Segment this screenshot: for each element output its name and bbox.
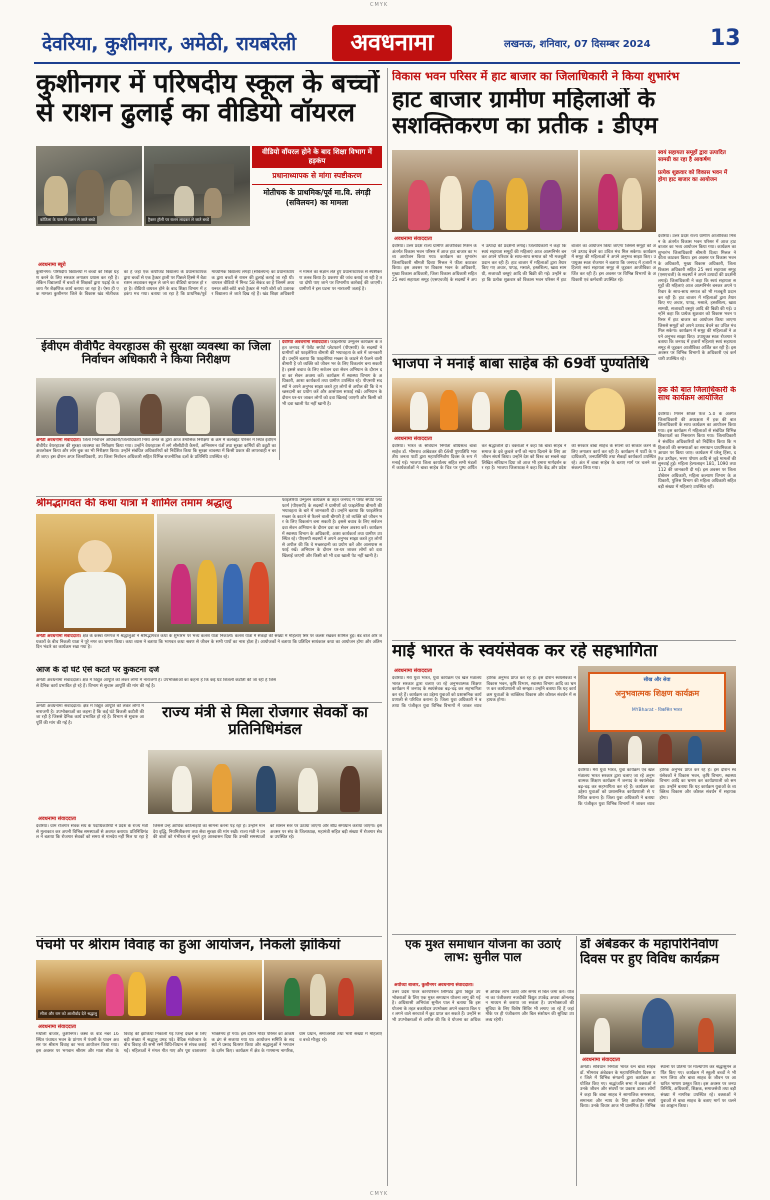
s6-body: देवरिया। ग्राम रोजगार सेवक संघ के पदाधिकारियों ने प्रदेश के राज्य मंत्री से मुलाकात कर अपनी विभिन्न समस्याओं से अवगत कराया। प्रतिनिधिमंडल ने बताया कि रोजगार सेवकों को समय से मानदेय नहीं मिल पा रहा है जिससे उन्हें आर्थिक कठिनाइयों का सामना करना पड़ रहा है। उन्होंने मानदेय वृद्धि, नियमितीकरण तथा सेवा सुरक्षा की मांग रखी। राज्य मंत्री ने उनकी बातों को गंभीरता से सुनते हुए आश्वासन दिया कि उनकी समस्याओं को शासन स्तर पर उठाया जाएगा और शीघ्र समाधान कराया जाएगा। इस अवसर पर संघ के जिलाध्यक्ष, महामंत्री सहित बड़ी संख्या में रोजगार सेवक उपस्थित रहे। <box>36 824 382 841</box>
s11-banner-bottom: MYBharat - विकसित भारत <box>631 708 683 713</box>
s11-byline: अवधनामा संवाददाता <box>394 668 432 674</box>
s11-body: देवरिया। मेरा युवा भारत, युवा कार्यक्रम एवं खेल मंत्रालय भारत सरकार द्वारा चलाए जा रहे अनुभवात्मक शिक्षण कार्यक्रम में जनपद के स्वयंसेवक बढ़-चढ़ कर सहभागिता कर रहे हैं। कार्यक्रम का उद्देश्य युवाओं को प्रशासनिक कार्यप्रणाली से परिचित कराना है। जिला युवा अधिकारी ने बताया कि पंजीकृत युवा विभिन्न विभागों में जाकर व्यावहारिक अनुभव प्राप्त कर रहे हैं। इस दौरान स्वयंसेवकों ने विकास भवन, कृषि विभाग, स्वास्थ्य विभाग आदि का भ्रमण कर कार्यप्रणाली को समझा। उन्होंने बताया कि यह कार्यक्रम युवाओं के व्यक्तित्व विकास और कौशल संवर्धन में सहायक होगा। <box>392 676 576 709</box>
s10-headline: भाजपा ने मनाई बाबा साहेब की 69वीं पुण्यतिथि <box>392 356 649 372</box>
s8-bullet-1: स्वयं सहायता समूहों द्वारा उत्पादित सामग्री का रहा है आकर्षण <box>658 150 726 163</box>
s11-body-2 <box>578 768 736 932</box>
s3-body <box>36 634 382 664</box>
s3-body-extra <box>36 704 144 764</box>
s12-headline: डॉ अंबेडकर के महापरिनिर्वाण दिवस पर हुए विविध कार्यक्रम <box>580 938 720 967</box>
s11-banner-title: अनुभवात्मक शिक्षण कार्यक्रम <box>614 689 700 698</box>
s4-byline: अवधनामा संवाददाता <box>38 1024 76 1030</box>
s8-photo-2 <box>580 150 656 232</box>
s8-byline: अवधनामा संवाददाता <box>394 236 432 242</box>
s1-headline: कुशीनगर में परिषदीय स्कूल के बच्चों से राशन ढुलाई का वीडियो वॉयरल <box>36 70 380 129</box>
section-title: देवरिया, कुशीनगर, अमेठी, रायबरेली <box>42 33 297 55</box>
s2-body <box>36 438 276 494</box>
s8-headline-red: विकास भवन परिसर में हाट बाजार का जिलाधिकारी ने किया शुभारंभ <box>392 70 680 83</box>
s3-byline: अमेठी अवधनामा संवाददाता। <box>36 634 82 639</box>
s3-subhead: आज के दो घंटे ऐसे कटते पर कुकटना दर्ज <box>36 666 160 674</box>
s11-body-continued: देवरिया। मेरा युवा भारत, युवा कार्यक्रम एवं खेल मंत्रालय भारत सरकार द्वारा चलाए जा रहे अनुभवात्मक शिक्षण कार्यक्रम में जनपद के स्वयंसेवक बढ़-चढ़ कर सहभागिता कर रहे हैं। कार्यक्रम का उद्देश्य युवाओं को प्रशासनिक कार्यप्रणाली से परिचित कराना है। जिला युवा अधिकारी ने बताया कि पंजीकृत युवा विभिन्न विभागों में जाकर व्यावहारिक अनुभव प्राप्त कर रहे हैं। इस दौरान स्वयंसेवकों ने विकास भवन, कृषि विभाग, स्वास्थ्य विभाग आदि का भ्रमण कर कार्यप्रणाली को समझा। उन्होंने बताया कि यह कार्यक्रम युवाओं के व्यक्तित्व विकास और कौशल संवर्धन में सहायक होगा। <box>578 768 736 807</box>
s1-sidebar-2: प्रधानाध्यापक से मांगा स्पष्टीकरण <box>252 168 382 185</box>
s8-rule <box>392 354 656 355</box>
paper-logo-text: अवधनामा <box>350 30 434 56</box>
s5-byline: देवरिया अवधनामा संवाददाता। <box>282 340 329 345</box>
s4-body: मथौली बाजार, कुशीनगर। कस्बे के वार्ड नंबर 16 स्थित पंचायत भवन के प्रांगण में पंचमी के पावन अवसर पर श्रीराम विवाह का भव्य आयोजन किया गया। इस अवसर पर भगवान श्रीराम और माता सीता के विवाह की झांकियां निकाली गईं जिन्हें देखने के लिए बड़ी संख्या में श्रद्धालु उमड़ पड़े। वैदिक मंत्रोच्चार के बीच विवाह की सभी रस्में विधि-विधान से संपन्न कराई गईं। महिलाओं ने मंगल गीत गाए और पूरा वातावरण भक्तिमय हो गया। इस दौरान मंदिर परिसर को आकर्षक ढंग से सजाया गया था। आयोजन समिति के सदस्यों ने प्रसाद वितरण किया और श्रद्धालुओं ने भगवान के दर्शन किए। कार्यक्रम में क्षेत्र के गणमान्य नागरिक, ग्राम प्रधान, समाजसेवी तथा भारी संख्या में महिलाएं व बच्चे मौजूद रहे। <box>36 1032 382 1054</box>
s1-rule <box>36 338 382 339</box>
s2-headline: ईवीएम वीवीपैट वेयरहाउस की सुरक्षा व्यवस्था का जिला निर्वाचन अधिकारी ने किया निरीक्षण <box>41 340 271 366</box>
s3-photo-2 <box>157 514 275 632</box>
s8-bullet-2: प्रत्येक शुक्रवार को विकास भवन में होगा हाट बाजार का आयोजन <box>658 170 728 183</box>
s1-sidebar-1: वीडियो वॉयरल होने के बाद शिक्षा विभाग में हड़कंप <box>252 146 382 168</box>
s3-body-text: क्षेत्र के कस्बा रामगंज में श्रद्धालुओं ने श्रीमद्भागवत कथा के शुभारंभ पर भव्य कलश यात्रा निकाली। कलश यात्रा में सैकड़ों की संख्या में महिलाएं सिर पर कलश रखकर शामिल हुईं। बैंड बाजे और जयकारों के बीच निकली यात्रा ने पूरे नगर का भ्रमण किया। कथा व्यास ने बताया कि भागवत कथा श्रवण से जीवन के सभी पापों का नाश होता है। आयोजकों ने बताया कि प्रतिदिन सायंकाल कथा का आयोजन होगा और अंतिम दिन भंडारे का कार्यक्रम रखा गया है। <box>36 634 382 651</box>
s3-rule <box>36 702 382 703</box>
s5-body-top <box>282 340 382 494</box>
s2-byline: अमेठी अवधनामा संवाददाता। <box>36 438 82 443</box>
s9-body: देवरिया। मिशन शक्ति फेज 5.0 के अंतर्गत जिलाधिकारी की अध्यक्षता में हक की बात जिलाधिकारी के साथ कार्यक्रम का आयोजन किया गया। इस कार्यक्रम में महिलाओं से संबंधित विभिन्न शिकायतों का निस्तारण किया गया। जिलाधिकारी ने संबंधित अधिकारियों को निर्देशित किया कि महिलाओं की समस्याओं का समाधान प्राथमिकता के आधार पर किया जाए। कार्यक्रम में घरेलू हिंसा, दहेज उत्पीड़न, भरण पोषण आदि से जुड़े मामलों की सुनवाई हुई। महिला हेल्पलाइन 181, 1090 तथा 112 की जानकारी दी गई। इस अवसर पर जिला प्रोबेशन अधिकारी, महिला कल्याण विभाग के अधिकारी, पुलिस विभाग की महिला अधिकारी सहित बड़ी संख्या में महिलाएं उपस्थित रहीं। <box>658 412 736 490</box>
s1-byline: अवधनामा ब्यूरो <box>38 262 66 268</box>
s12-photo <box>580 994 736 1054</box>
s1-photo-2 <box>144 146 250 226</box>
s5-body-continued: फाइलेरिया उन्मूलन कार्यक्रम के तहत जनपद में पेशेंट सपोर्ट प्लेटफार्म (पीएसपी) के सदस्यों ने ग्रामीणों को फाइलेरिया बीमारी की भयावहता के बारे में जानकारी दी। उन्होंने बताया कि फाइलेरिया मच्छर के काटने से फैलने वाली बीमारी है जो व्यक्ति को जीवन भर के लिए विकलांग बना सकती है। इससे बचाव के लिए सर्वजन दवा सेवन अभियान के दौरान दवा का सेवन अवश्य करें। कार्यक्रम में स्वास्थ्य विभाग के अधिकारी, आशा कार्यकर्ता तथा ग्रामीण उपस्थित रहे। पीएसपी सदस्यों ने अपने अनुभव साझा करते हुए लोगों से अपील की कि वे मच्छरदानी का प्रयोग करें और आसपास सफाई रखें। अभियान के दौरान घर-घर जाकर लोगों को दवा खिलाई जाएगी और किसी को भी दवा खाली पेट नहीं खानी है। <box>282 498 382 559</box>
s5-body-text: फाइलेरिया उन्मूलन कार्यक्रम के तहत जनपद में पेशेंट सपोर्ट प्लेटफार्म (पीएसपी) के सदस्यों ने ग्रामीणों को फाइलेरिया बीमारी की भयावहता के बारे में जानकारी दी। उन्होंने बताया कि फाइलेरिया मच्छर के काटने से फैलने वाली बीमारी है जो व्यक्ति को जीवन भर के लिए विकलांग बना सकती है। इससे बचाव के लिए सर्वजन दवा सेवन अभियान के दौरान दवा का सेवन अवश्य करें। कार्यक्रम में स्वास्थ्य विभाग के अधिकारी, आशा कार्यकर्ता तथा ग्रामीण उपस्थित रहे। पीएसपी सदस्यों ने अपने अनुभव साझा करते हुए लोगों से अपील की कि वे मच्छरदानी का प्रयोग करें और आसपास सफाई रखें। अभियान के दौरान घर-घर जाकर लोगों को दवा खिलाई जाएगी और किसी को भी दवा खाली पेट नहीं खानी है। <box>282 340 382 407</box>
s3-body-2: अमेठी अवधनामा संवाददाता। क्षेत्र में विद्युत आपूर्ति को लेकर लोगों में नाराजगी है। उपभोक्ताओं का कहना है कि कई घंटे बिजली कटौती की जा रही है जिससे दैनिक कार्य प्रभावित हो रहे हैं। विभाग से सुचारु आपूर्ति की मांग की गई है। <box>36 678 276 689</box>
s1-photo-1-caption: कोठिला के पास से राशन ले जाते बच्चे <box>40 217 95 222</box>
s8-body: देवरिया। उत्तर प्रदेश राज्य ग्रामीण आजीविका मिशन के अंतर्गत विकास भवन परिसर में आज हाट बाजार का भव्य आयोजन किया गया। कार्यक्रम का शुभारंभ जिलाधिकारी श्रीमती दिव्या मित्तल ने फीता काटकर किया। इस अवसर पर विकास भवन के अधिकारी, मुख्य विकास अधिकारी, जिला विकास अधिकारी सहित 25 स्वयं सहायता समूह (एसएचजी) के सदस्यों ने अपने उत्पादों की प्रदर्शनी लगाई। जिलाधिकारी ने कहा कि स्वयं सहायता समूहों की महिलाएं आज आत्मनिर्भर बनकर अपने परिवार के साथ-साथ समाज को भी मजबूती प्रदान कर रही हैं। हाट बाजार में महिलाओं द्वारा तैयार किए गए अचार, पापड़, मसाले, हस्तशिल्प, खाद्य सामग्री, सजावटी वस्तुएं आदि की बिक्री की गई। उन्होंने कहा कि प्रत्येक शुक्रवार को विकास भवन परिसर में हाट बाजार का आयोजन किया जाएगा जिससे समूहों को अपने उत्पाद बेचने का उचित मंच मिल सकेगा। कार्यक्रम में समूह की महिलाओं ने अपने अनुभव साझा किए। उपायुक्त स्वतः रोजगार ने बताया कि जनपद में हजारों महिलाएं स्वयं सहायता समूह से जुड़कर आजीविका अर्जित कर रही हैं। इस अवसर पर विभिन्न विभागों के अधिकारी एवं कर्मचारी उपस्थित रहे। <box>392 244 656 283</box>
s3-headline: श्रीमद्भागवत की कथा यात्रा में शामिल तमाम श्रद्धालु <box>36 498 232 509</box>
s7-byline: अयोध्या बाजार, कुशीनगर अवधनामा संवाददाता। <box>394 983 474 988</box>
paper-logo <box>332 25 452 61</box>
s10-rule <box>392 640 736 641</box>
s1-sidebar-3: मोतीचक के प्राथमिक/पूर्व मा.वि. लंगड़ी (सविलयन) का मामला <box>263 188 371 207</box>
s7-divider <box>576 936 577 1186</box>
s2-photo <box>36 378 276 436</box>
masthead <box>34 22 740 64</box>
place-date: लखनऊ, शनिवार, 07 दिसम्बर 2024 <box>504 39 651 50</box>
s4-photo-2 <box>264 960 382 1020</box>
s8-bullets <box>658 150 736 232</box>
s6-headline-block: राज्य मंत्री से मिला रोजगार सेवकों का प्रतिनिधिमंडल <box>162 704 368 738</box>
s2-s5-divider <box>279 340 280 460</box>
s10-photo-2 <box>555 378 656 432</box>
s11-rule <box>392 934 736 935</box>
s6-byline: अवधनामा संवाददाता <box>38 816 76 822</box>
s10-byline: अवधनामा संवाददाता <box>394 436 432 442</box>
s1-photo-1 <box>36 146 142 226</box>
s1-sidebar <box>252 146 382 258</box>
s9-body-top <box>658 234 736 384</box>
s3-photo-1 <box>36 514 154 632</box>
cmyk-mark-top: CMYK <box>370 2 389 8</box>
s4-photo <box>36 960 262 1020</box>
s11-headline: माई भारत के स्वयंसेवक कर रहे सहभागिता <box>392 642 658 661</box>
s6-rule <box>36 936 382 937</box>
s7-headline-visible: एक मुश्त समाधान योजना का उठाएं लाभ: सुनील पाल <box>405 938 561 965</box>
s11-banner-top: सीख और सेवा <box>643 677 671 683</box>
s11-banner <box>588 672 726 732</box>
s12-byline: अवधनामा संवाददाता <box>582 1057 620 1063</box>
cmyk-mark-bottom: CMYK <box>370 1191 389 1197</box>
s10-body: देवरिया। भारत के संविधान निर्माता बोधिसत्व बाबा साहेब डॉ. भीमराव आंबेडकर की 69वीं पुण्यतिथि भारतीय जनता पार्टी द्वारा महापरिनिर्वाण दिवस के रूप में मनाई गई। भाजपा जिला कार्यालय सहित सभी मंडलों में कार्यकर्ताओं ने बाबा साहेब के चित्र पर पुष्प अर्पित कर श्रद्धांजलि दी। वक्ताओं ने कहा कि बाबा साहेब ने समाज के दबे कुचले वर्गों को न्याय दिलाने के लिए आजीवन संघर्ष किया। उन्होंने देश को विश्व का सबसे बड़ा लिखित संविधान दिया जो आज भी हमारा मार्गदर्शन कर रहा है। भाजपा जिलाध्यक्ष ने कहा कि केंद्र और प्रदेश की सरकार बाबा साहेब के सपनों को साकार करने के लिए लगातार कार्य कर रही है। कार्यक्रम में पार्टी के पदाधिकारी, जनप्रतिनिधि तथा सैकड़ों कार्यकर्ता उपस्थित रहे। अंत में बाबा साहेब के बताए मार्ग पर चलने का संकल्प लिया गया। <box>392 444 656 472</box>
s6-photo-area-text <box>282 498 382 632</box>
s4-headline: पंचमी पर श्रीराम विवाह का हुआ आयोजन, निकली झांकियां <box>36 938 341 953</box>
s1-photo-2-caption: ट्रैक्टर ट्रॉली पर राशन लादकर ले जाते बच्चे <box>148 217 209 222</box>
divider-main <box>387 68 388 1186</box>
page-number: 13 <box>710 26 741 51</box>
s2-body-text: जिला निर्वाचन अधिकारी/जिलाधिकारी निशा अनंत के द्वारा आज त्रैमासिक निरीक्षण के क्रम में कलेक्ट्रेट परिसर में स्थित ईवीएम वीवीपैट वेयरहाउस की सुरक्षा व्यवस्था का निरीक्षण किया गया। उन्होंने वेयरहाउस में लगे सीसीटीवी कैमरों, अग्निशमन यंत्रों तथा सुरक्षा कर्मियों की ड्यूटी का अवलोकन किया और लॉग बुक का भी निरीक्षण किया। उन्होंने संबंधित अधिकारियों को निर्देशित किया कि सुरक्षा व्यवस्था में किसी प्रकार की लापरवाही न बरती जाए। इस दौरान अपर जिलाधिकारी, उप जिला निर्वाचन अधिकारी सहित विभिन्न राजनीतिक दलों के प्रतिनिधि उपस्थित रहे। <box>36 438 276 460</box>
s9-headline: हक की बात जिलाधिकारी के साथ कार्यक्रम आयोजित <box>658 386 736 403</box>
s4-photo-caption: सीता और राम को आशीर्वाद देते श्रद्धालु <box>40 1011 97 1016</box>
s8-photo-1 <box>392 150 578 232</box>
s10-photo <box>392 378 552 432</box>
s2-rule <box>36 496 382 497</box>
s7-body: उत्तर प्रदेश पावर कॉरपोरेशन लिमिटेड द्वारा विद्युत उपभोक्ताओं के लिए एक मुश्त समाधान योजना लागू की गई है। अधिशासी अभियंता सुनील पाल ने बताया कि इस योजना के तहत बकायेदार उपभोक्ता अपने बकाया बिल पर लगने वाले सरचार्ज में छूट प्राप्त कर सकते हैं। उन्होंने सभी उपभोक्ताओं से अपील की कि वे योजना का अधिक से अधिक लाभ उठाएं और समय से बिल जमा करें। योजना का पंजीकरण नजदीकी विद्युत उपकेंद्र अथवा ऑनलाइन माध्यम से कराया जा सकता है। उपभोक्ताओं की सुविधा के लिए विशेष शिविर भी लगाए जा रहे हैं जहां मौके पर ही पंजीकरण और बिल संशोधन की सुविधा उपलब्ध रहेगी। <box>392 990 574 1023</box>
s1-body: कुशीनगर। परिषदीय विद्यालयों में बच्चों को शिक्षा ग्रहण करने के लिए सरकार लगातार प्रयास कर रही है। लेकिन विद्यालयों में बच्चों से शिक्षकों द्वारा पढ़ाई के बजाय गैर शैक्षणिक कार्य कराया जा रहा है। ऐसा ही एक मामला कुशीनगर जिले के विकास खंड मोतीचक का है जहां एक कंपोजिट विद्यालय के प्रधानाध्यापक द्वारा बच्चों से एक ट्रैक्टर ट्राली पर पिछले हिस्से में बैठा राशन लदवाकर स्कूल ले जाने का वीडियो वायरल हो रहा है। वीडियो वायरल होने के बाद शिक्षा विभाग में हड़कंप मच गया। बताया जा रहा है कि प्राथमिक/पूर्व माध्यमिक विद्यालय लंगड़ी (सविलयन) का प्रधानाध्यापक द्वारा बच्चों से राशन की ढुलाई कराई जा रही थी। वायरल वीडियो में मिनट 58 सेकंड का है जिसमें अध्ययनरत छोटे-छोटे बच्चे ट्रैक्टर से भारी बोरों को उतारकर विद्यालय ले जाते दिख रहे हैं। खंड शिक्षा अधिकारी ने मामले का संज्ञान लेते हुए प्रधानाध्यापक से स्पष्टीकरण तलब किया है। प्रकरण की जांच कराई जा रही है तथा दोषी पाए जाने पर विभागीय कार्रवाई की जाएगी। ग्रामीणों ने इस घटना पर नाराजगी जताई है। <box>36 270 382 298</box>
s6-photo <box>148 750 382 814</box>
s12-body: अमेठी। संविधान निर्माता भारत रत्न बाबा साहब डॉ. भीमराव अंबेडकर के महापरिनिर्वाण दिवस पर जिले में विभिन्न संगठनों द्वारा कार्यक्रम आयोजित किए गए। श्रद्धांजलि सभा में वक्ताओं ने उनके जीवन और संघर्षों पर प्रकाश डाला। लोगों ने कहा कि बाबा साहब ने सामाजिक समरसता, समानता और न्याय के लिए आजीवन संघर्ष किया। उनके विचार आज भी प्रासंगिक हैं। विभिन्न स्थानों पर प्रतिमा पर माल्यार्पण कर श्रद्धासुमन अर्पित किए गए। कार्यक्रम में स्कूली बच्चों ने भी भाग लिया और बाबा साहब के जीवन पर आधारित भाषण प्रस्तुत किए। इस अवसर पर जनप्रतिनिधि, अधिकारी, शिक्षक, समाजसेवी तथा बड़ी संख्या में नागरिक उपस्थित रहे। वक्ताओं ने युवाओं से बाबा साहब के बताए मार्ग पर चलने का आह्वान किया। <box>580 1065 736 1110</box>
s11-photo <box>578 666 736 764</box>
s3-body2-more: अमेठी अवधनामा संवाददाता। क्षेत्र में विद्युत आपूर्ति को लेकर लोगों में नाराजगी है। उपभोक्ताओं का कहना है कि कई घंटे बिजली कटौती की जा रही है जिससे दैनिक कार्य प्रभावित हो रहे हैं। विभाग से सुचारु आपूर्ति की मांग की गई है। <box>36 704 144 726</box>
s8-headline: हाट बाजार ग्रामीण महिलाओं के सशक्तिकरण का प्रतीक : डीएम <box>392 88 658 139</box>
s8-body-continued: देवरिया। उत्तर प्रदेश राज्य ग्रामीण आजीविका मिशन के अंतर्गत विकास भवन परिसर में आज हाट बाजार का भव्य आयोजन किया गया। कार्यक्रम का शुभारंभ जिलाधिकारी श्रीमती दिव्या मित्तल ने फीता काटकर किया। इस अवसर पर विकास भवन के अधिकारी, मुख्य विकास अधिकारी, जिला विकास अधिकारी सहित 25 स्वयं सहायता समूह (एसएचजी) के सदस्यों ने अपने उत्पादों की प्रदर्शनी लगाई। जिलाधिकारी ने कहा कि स्वयं सहायता समूहों की महिलाएं आज आत्मनिर्भर बनकर अपने परिवार के साथ-साथ समाज को भी मजबूती प्रदान कर रही हैं। हाट बाजार में महिलाओं द्वारा तैयार किए गए अचार, पापड़, मसाले, हस्तशिल्प, खाद्य सामग्री, सजावटी वस्तुएं आदि की बिक्री की गई। उन्होंने कहा कि प्रत्येक शुक्रवार को विकास भवन परिसर में हाट बाजार का आयोजन किया जाएगा जिससे समूहों को अपने उत्पाद बेचने का उचित मंच मिल सकेगा। कार्यक्रम में समूह की महिलाओं ने अपने अनुभव साझा किए। उपायुक्त स्वतः रोजगार ने बताया कि जनपद में हजारों महिलाएं स्वयं सहायता समूह से जुड़कर आजीविका अर्जित कर रही हैं। इस अवसर पर विभिन्न विभागों के अधिकारी एवं कर्मचारी उपस्थित रहे। <box>658 234 736 363</box>
